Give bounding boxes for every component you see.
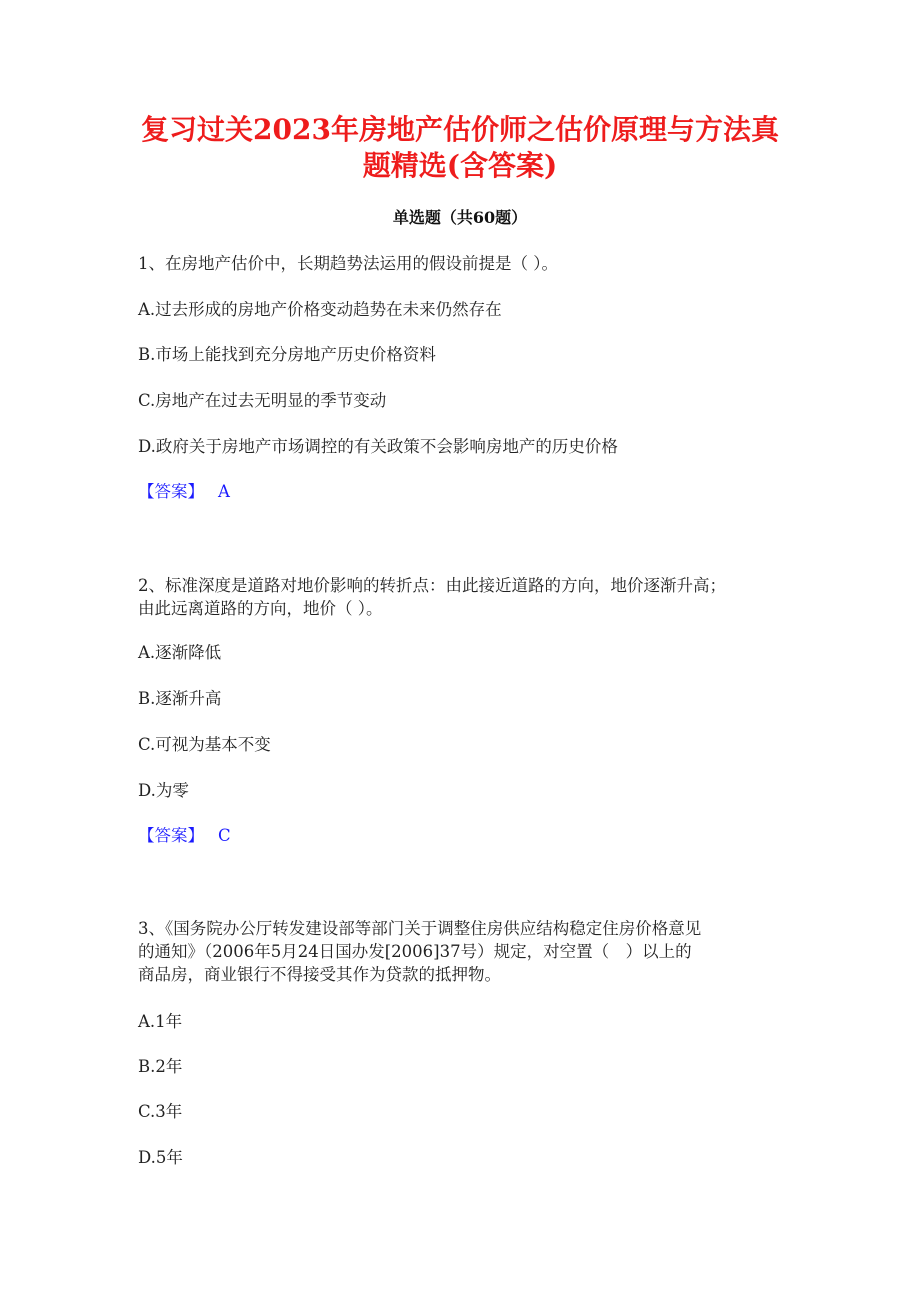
- question-3-option-c: C.3年: [138, 1102, 183, 1121]
- section-heading: 单选题（共60题）: [392, 208, 528, 227]
- answer-label: 【答案】: [138, 826, 204, 845]
- title-line-2: 题精选(含答案): [362, 149, 558, 182]
- question-1-answer: [138, 480, 230, 503]
- question-3-stem-line-3: 商品房，商业银行不得接受其作为贷款的抵押物。: [138, 965, 501, 984]
- question-1-option-c: C.房地产在过去无明显的季节变动: [138, 391, 387, 410]
- question-1-option-d: D.政府关于房地产市场调控的有关政策不会影响房地产的历史价格: [138, 437, 618, 456]
- question-3-option-b: B.2年: [138, 1057, 183, 1076]
- question-1-stem: 1、在房地产估价中，长期趋势法运用的假设前提是（ ）。: [138, 254, 558, 273]
- document-title: [0, 112, 920, 184]
- question-2-stem-line-2: 由此远离道路的方向，地价（ ）。: [138, 599, 383, 618]
- answer-value: A: [218, 482, 230, 501]
- question-1-option-b: B.市场上能找到充分房地产历史价格资料: [138, 345, 436, 364]
- answer-value: C: [218, 826, 231, 845]
- question-2-answer: [138, 824, 231, 847]
- title-line-1: 复习过关2023年房地产估价师之估价原理与方法真: [141, 113, 779, 146]
- question-3-stem-line-1: 3、《国务院办公厅转发建设部等部门关于调整住房供应结构稳定住房价格意见: [138, 919, 702, 938]
- question-2-option-a: A.逐渐降低: [138, 643, 222, 662]
- question-2-stem-line-1: 2、标准深度是道路对地价影响的转折点：由此接近道路的方向，地价逐渐升高；: [138, 576, 726, 595]
- question-2-option-b: B.逐渐升高: [138, 689, 222, 708]
- question-3-stem-line-2: 的通知》（2006年5月24日国办发[2006]37号）规定，对空置（ ）以上的: [138, 942, 692, 961]
- question-3-option-d: D.5年: [138, 1148, 183, 1167]
- answer-label: 【答案】: [138, 482, 204, 501]
- question-3-option-a: A.1年: [138, 1012, 183, 1031]
- question-2-option-d: D.为零: [138, 781, 189, 800]
- question-2-option-c: C.可视为基本不变: [138, 735, 271, 754]
- question-1-option-a: A.过去形成的房地产价格变动趋势在未来仍然存在: [138, 300, 502, 319]
